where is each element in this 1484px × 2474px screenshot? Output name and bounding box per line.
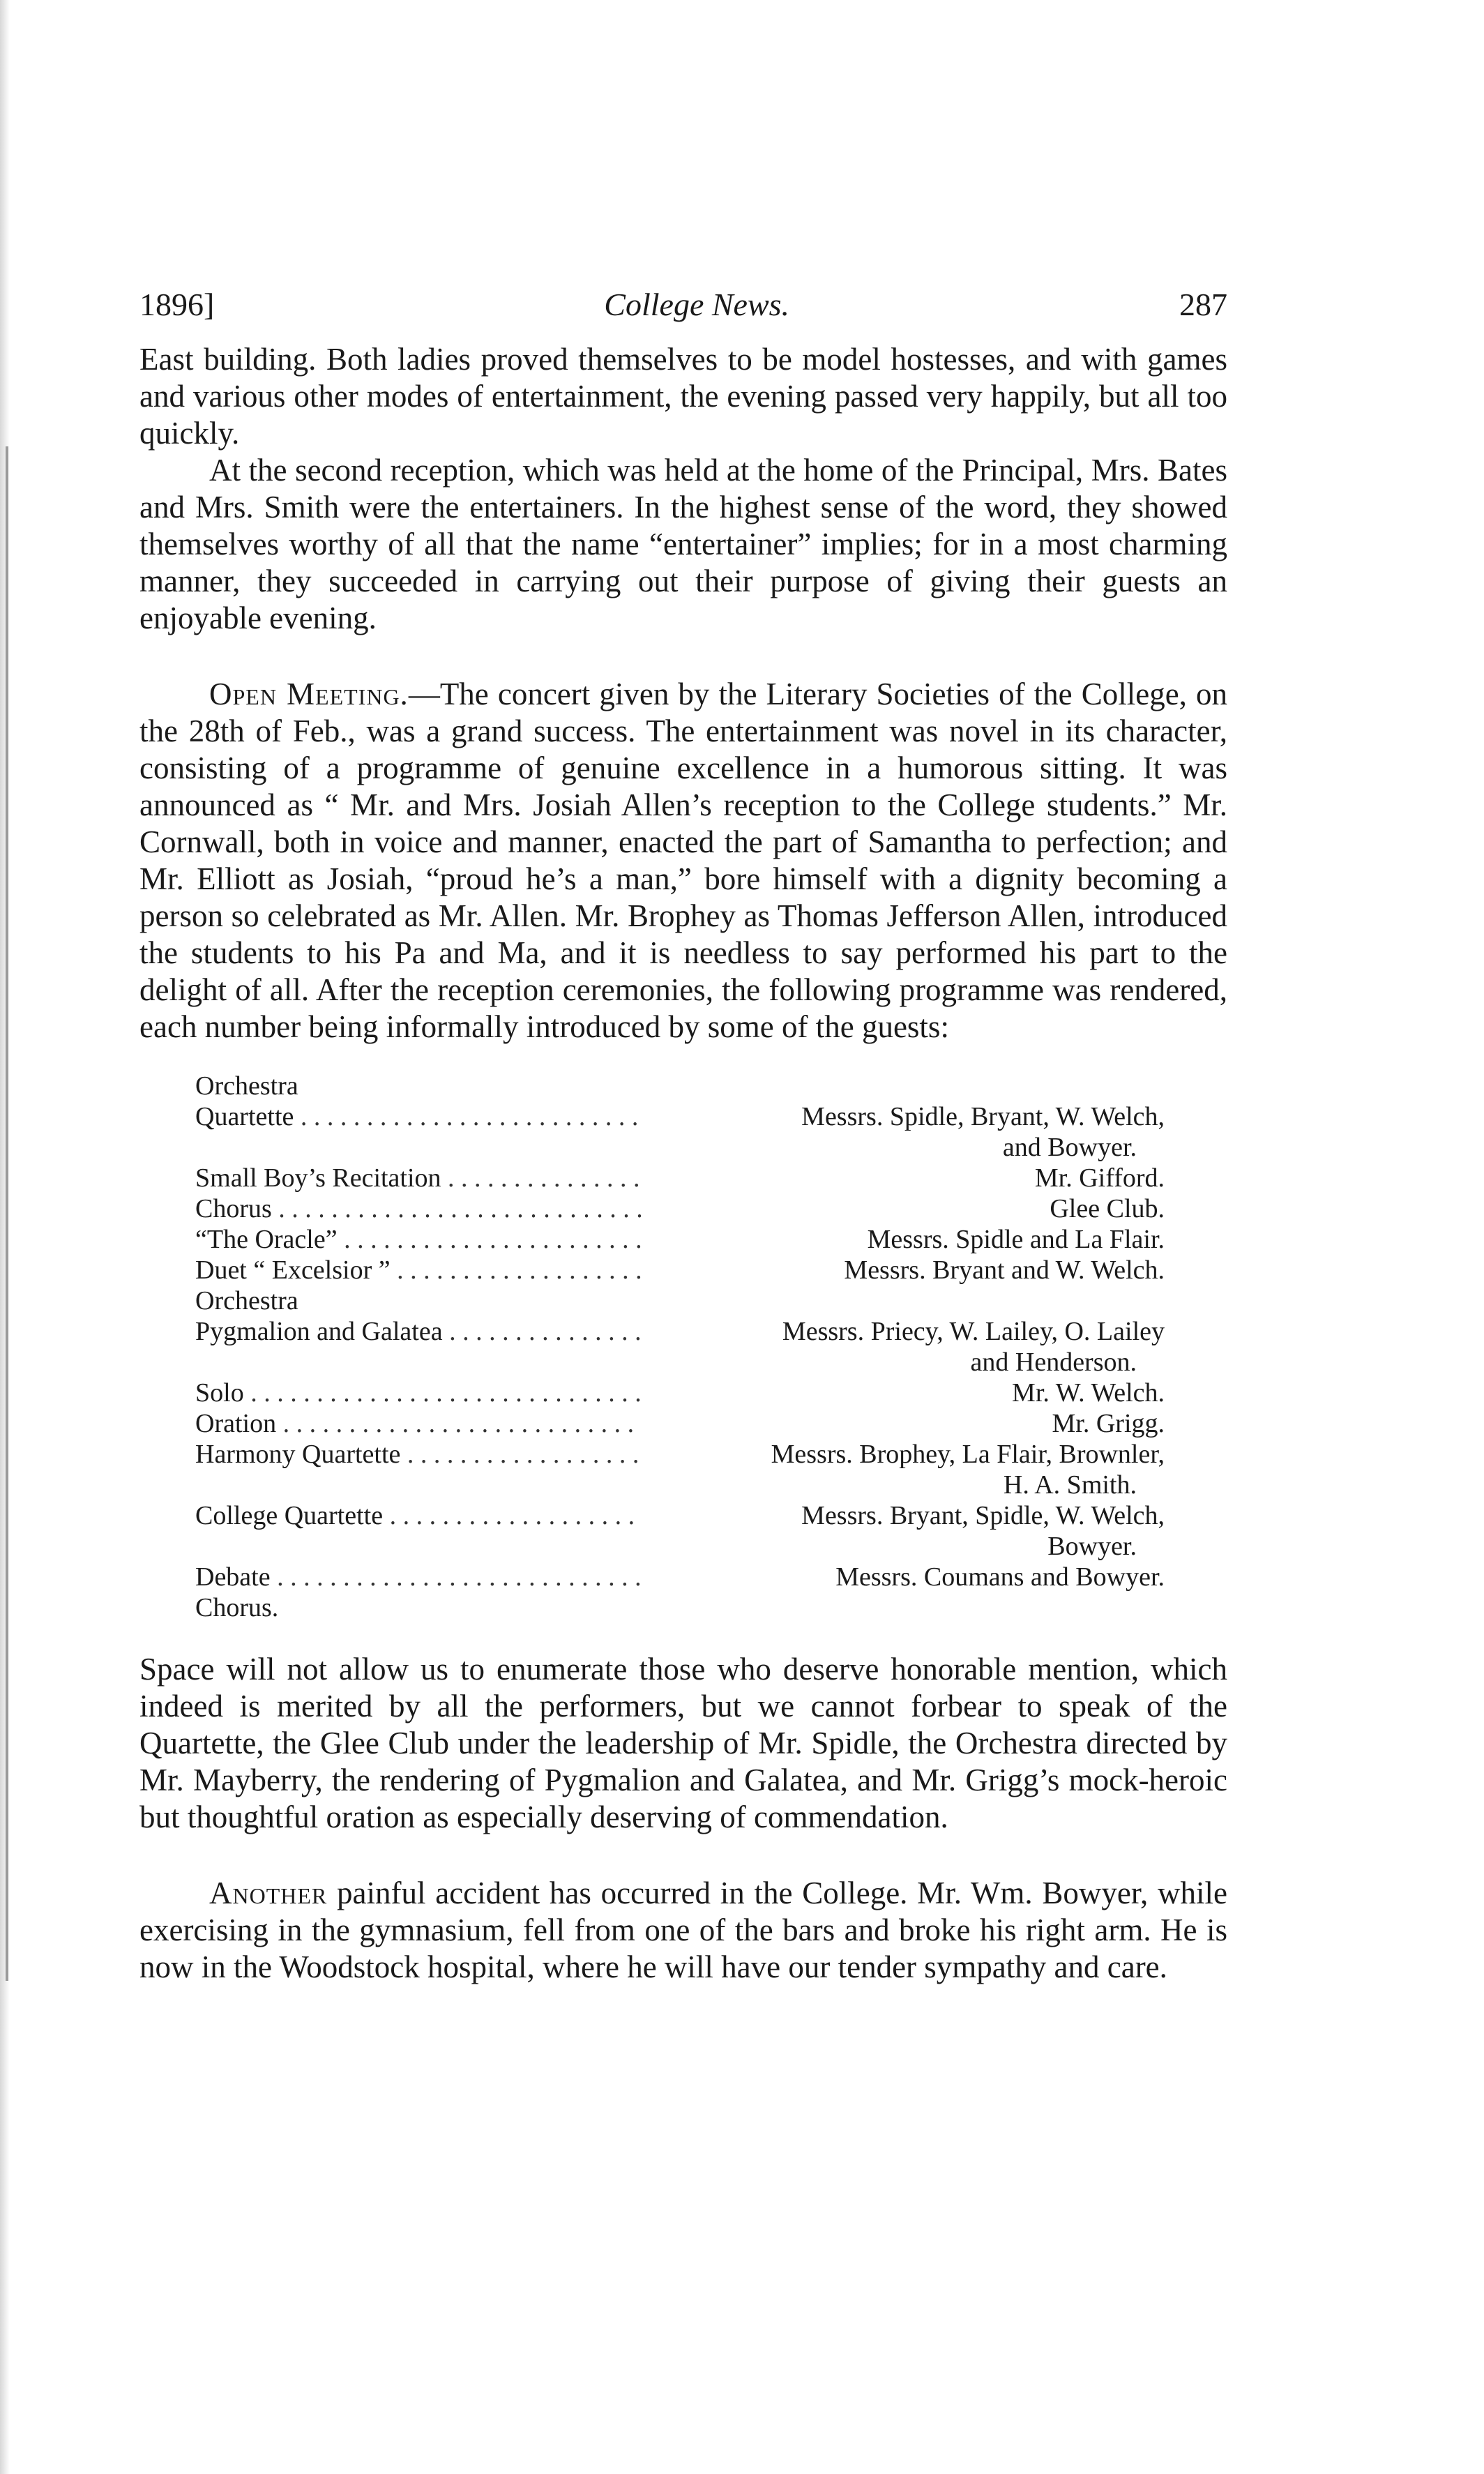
programme-performers: Messrs. Spidle and La Flair. <box>867 1225 1165 1254</box>
open-meeting-heading: Open Meeting. <box>209 677 409 711</box>
programme-row <box>195 1378 1165 1408</box>
programme-performers-continued: and Bowyer. <box>1002 1133 1137 1162</box>
programme-performers: Mr. Gifford. <box>1034 1163 1165 1193</box>
programme-item: “The Oracle” . . . <box>195 1224 642 1255</box>
programme-item: Chorus. <box>195 1593 279 1622</box>
programme-item: College Quartette . . . <box>195 1500 642 1531</box>
concert-programme <box>195 1071 1165 1623</box>
programme-performers-continued: and Henderson. <box>970 1348 1137 1377</box>
programme-item: Quartette . . . <box>195 1101 642 1132</box>
open-meeting-text: —The concert given by the Literary Societies of the College, on the 28th of Feb., was a grand success. The entertainment was novel in its character, consisting of a programme of genuine excellence in a humorous sitting. It was announced as “ Mr. and Mrs. Josiah Allen’s reception to the College students.” Mr. Cornwall, both in voice and manner, enacted the part of Samantha to perfection; and Mr. Elliott as Josiah, “proud he’s a man,” bore himself with a dignity becoming a person so celebrated as Mr. Allen. Mr. Brophey as Thomas Jefferson Allen, introduced the students to his Pa and Ma, and it is needless to say performed his part to the delight of all. After the reception ceremonies, the following programme was rendered, each number being informally introduced by some of the guests: <box>139 677 1227 1044</box>
programme-row <box>195 1592 1165 1623</box>
section-gap <box>139 637 1227 676</box>
programme-performers: Messrs. Coumans and Bowyer. <box>835 1562 1165 1592</box>
page-number: 287 <box>1179 287 1227 322</box>
programme-row <box>195 1163 1165 1193</box>
programme-performers: Messrs. Spidle, Bryant, W. Welch, <box>801 1102 1165 1131</box>
header-section-title: College News. <box>604 287 790 322</box>
programme-performers: Messrs. Brophey, La Flair, Brownler, <box>771 1440 1165 1469</box>
programme-performers: Messrs. Bryant, Spidle, W. Welch, <box>801 1501 1165 1530</box>
paragraph-2: At the second reception, which was held at the home of the Principal, Mrs. Bates and Mrs. Smith were the entertainers. In the highest sense of the word, they showed themselves worthy of all that the name “entertainer” implies; for in a most charming manner, they succeeded in carrying out their purpose of giving their guests an enjoyable evening. <box>139 453 1227 635</box>
programme-performers: Messrs. Bryant and W. Welch. <box>844 1255 1165 1285</box>
programme-item: Chorus . . . <box>195 1193 642 1224</box>
paragraph-accident <box>139 1875 1227 1986</box>
accident-text: painful accident has occurred in the College. Mr. Wm. Bowyer, while exercising in the gymnasium, fell from one of the bars and broke his right arm. He is now in the Woodstock hospital, where he will have our tender sympathy and care. <box>139 1876 1227 1984</box>
programme-row <box>195 1071 1165 1101</box>
programme-row <box>195 1439 1165 1470</box>
programme-row <box>195 1101 1165 1132</box>
binding-edge-line <box>6 446 8 1981</box>
article-body <box>139 341 1227 1046</box>
programme-item: Debate . . . <box>195 1562 642 1592</box>
programme-row <box>195 1193 1165 1224</box>
programme-performers: Glee Club. <box>1050 1194 1165 1223</box>
programme-item: Oration . . . <box>195 1408 642 1439</box>
paragraph-open-meeting <box>139 676 1227 1046</box>
programme-item: Small Boy’s Recitation . . . <box>195 1163 642 1193</box>
programme-performers-continued: Bowyer. <box>1047 1532 1137 1561</box>
running-head <box>139 286 1227 323</box>
article-body-continued <box>139 1651 1227 1986</box>
programme-item: Orchestra <box>195 1071 298 1101</box>
programme-performers: Messrs. Priecy, W. Lailey, O. Lailey <box>782 1317 1165 1346</box>
programme-item: Harmony Quartette . . . <box>195 1439 642 1470</box>
programme-item: Pygmalion and Galatea . . . <box>195 1316 642 1347</box>
programme-row <box>195 1562 1165 1592</box>
section-gap <box>139 1836 1227 1875</box>
programme-row <box>195 1500 1165 1531</box>
header-year: 1896] <box>139 287 215 322</box>
programme-row <box>195 1224 1165 1255</box>
programme-performers: Mr. Grigg. <box>1052 1409 1165 1438</box>
programme-row <box>195 1285 1165 1316</box>
programme-item: Duet “ Excelsior ” . . . <box>195 1255 642 1285</box>
programme-performers-continued: H. A. Smith. <box>1003 1470 1137 1500</box>
document-page <box>139 286 1227 1986</box>
programme-performers: Mr. W. Welch. <box>1012 1378 1165 1408</box>
paragraph-1: East building. Both ladies proved themselves to be model hostesses, and with games and various other modes of entertainment, the evening passed very happily, but all too quickly. <box>139 342 1227 451</box>
paragraph-commendation: Space will not allow us to enumerate those who deserve honorable mention, which indeed is merited by all the performers, but we cannot forbear to speak of the Quartette, the Glee Club under the leadership of Mr. Spidle, the Orchestra directed by Mr. Mayberry, the rendering of Pygmalion and Galatea, and Mr. Grigg’s mock-heroic but thoughtful oration as especially deserving of commendation. <box>139 1652 1227 1834</box>
programme-item: Orchestra <box>195 1286 298 1315</box>
programme-item: Solo . . . <box>195 1378 642 1408</box>
programme-row <box>195 1408 1165 1439</box>
programme-row <box>195 1316 1165 1347</box>
accident-lead-word: Another <box>209 1876 328 1910</box>
programme-row <box>195 1255 1165 1285</box>
